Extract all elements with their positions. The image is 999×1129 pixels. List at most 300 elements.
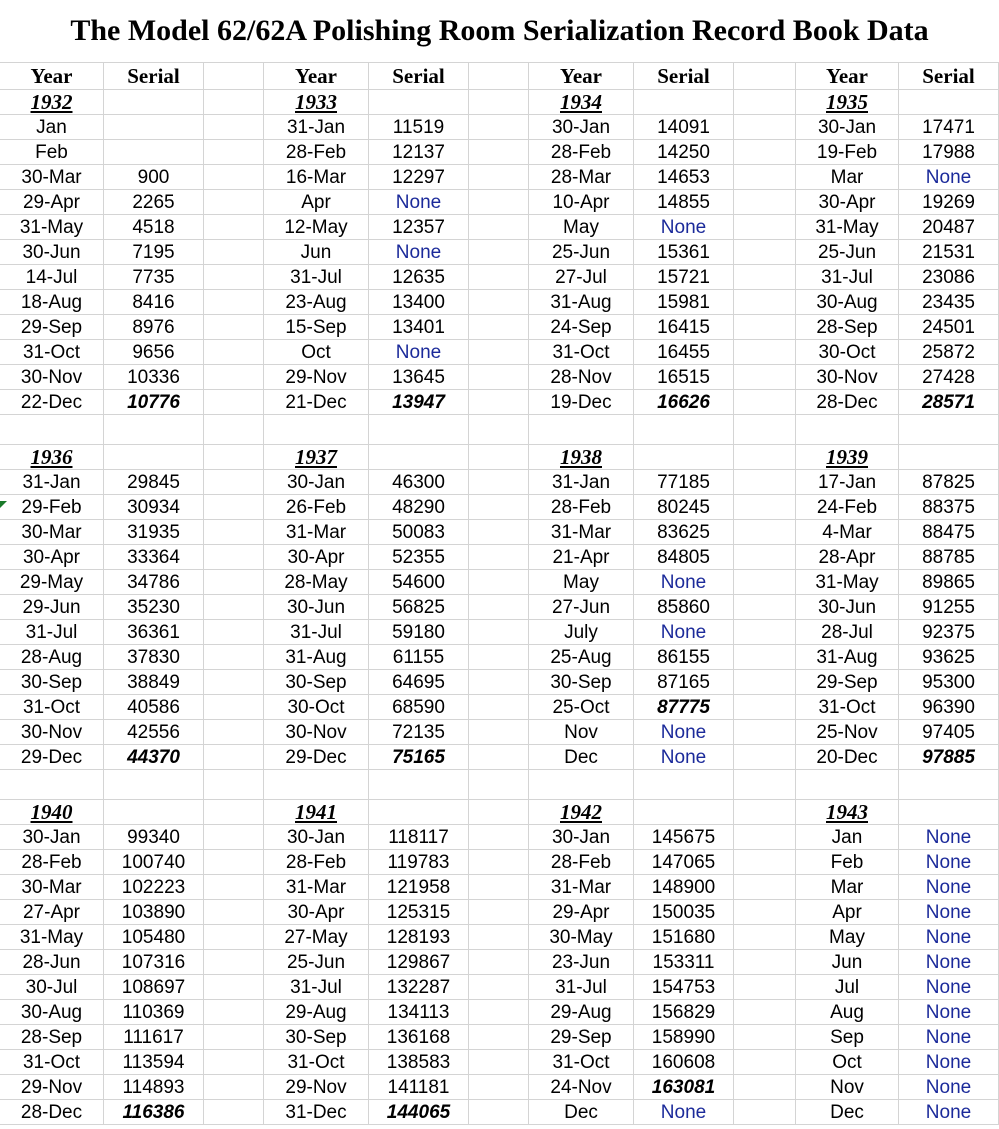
table-row-serial: None bbox=[634, 215, 734, 240]
empty-cell bbox=[204, 1025, 264, 1050]
table-row-serial: 105480 bbox=[104, 925, 204, 950]
table-row-date: Dec bbox=[529, 745, 634, 770]
empty-cell bbox=[204, 900, 264, 925]
empty-cell bbox=[734, 520, 796, 545]
table-row-serial: 128193 bbox=[369, 925, 469, 950]
empty-cell bbox=[469, 850, 529, 875]
table-row-date: 31-Jul bbox=[264, 975, 369, 1000]
table-row-date: 19-Feb bbox=[796, 140, 899, 165]
table-row-date: 28-Feb bbox=[529, 140, 634, 165]
empty-cell bbox=[264, 415, 369, 445]
empty-cell bbox=[529, 415, 634, 445]
table-row-serial: None bbox=[634, 720, 734, 745]
table-row-serial: 42556 bbox=[104, 720, 204, 745]
table-row-serial: 31935 bbox=[104, 520, 204, 545]
year-title-1935: 1935 bbox=[796, 90, 899, 115]
table-row-date: Mar bbox=[796, 875, 899, 900]
table-row-date: 27-Jun bbox=[529, 595, 634, 620]
table-row-date: 30-Jan bbox=[264, 825, 369, 850]
table-row-date: 29-Nov bbox=[264, 365, 369, 390]
table-row-serial: 87165 bbox=[634, 670, 734, 695]
table-row-date: 30-Apr bbox=[264, 545, 369, 570]
empty-cell bbox=[734, 1025, 796, 1050]
table-row-serial: 33364 bbox=[104, 545, 204, 570]
empty-cell bbox=[469, 720, 529, 745]
empty-cell bbox=[899, 800, 999, 825]
table-row-serial: 34786 bbox=[104, 570, 204, 595]
table-row-serial: 35230 bbox=[104, 595, 204, 620]
table-row-serial: 13401 bbox=[369, 315, 469, 340]
column-header-year: Year bbox=[264, 62, 369, 90]
table-row-date: 30-Nov bbox=[796, 365, 899, 390]
empty-cell bbox=[734, 900, 796, 925]
table-row-date: Jun bbox=[264, 240, 369, 265]
empty-cell bbox=[204, 165, 264, 190]
table-row-date: 30-Apr bbox=[0, 545, 104, 570]
empty-cell bbox=[104, 415, 204, 445]
table-row-serial: 83625 bbox=[634, 520, 734, 545]
empty-cell bbox=[204, 215, 264, 240]
table-row-serial: 61155 bbox=[369, 645, 469, 670]
table-row-serial: 37830 bbox=[104, 645, 204, 670]
table-row-serial: 100740 bbox=[104, 850, 204, 875]
empty-cell bbox=[734, 645, 796, 670]
table-row-serial: 24501 bbox=[899, 315, 999, 340]
table-row-serial: 103890 bbox=[104, 900, 204, 925]
table-row-date: 30-Apr bbox=[796, 190, 899, 215]
empty-cell bbox=[469, 290, 529, 315]
table-row-serial: 136168 bbox=[369, 1025, 469, 1050]
table-row-serial: 23435 bbox=[899, 290, 999, 315]
table-row-serial: None bbox=[369, 340, 469, 365]
year-title-1937: 1937 bbox=[264, 445, 369, 470]
empty-cell bbox=[796, 770, 899, 800]
table-row-date: 28-Apr bbox=[796, 545, 899, 570]
table-row-date: Feb bbox=[796, 850, 899, 875]
table-row-serial: 147065 bbox=[634, 850, 734, 875]
table-row-date: 23-Jun bbox=[529, 950, 634, 975]
empty-cell bbox=[469, 315, 529, 340]
table-row-date: 28-May bbox=[264, 570, 369, 595]
table-row-date: 31-Aug bbox=[264, 645, 369, 670]
empty-cell bbox=[734, 1100, 796, 1125]
table-row-date: 31-Jul bbox=[0, 620, 104, 645]
table-row-date: 30-Aug bbox=[796, 290, 899, 315]
table-row-serial: 125315 bbox=[369, 900, 469, 925]
empty-cell bbox=[204, 315, 264, 340]
empty-cell bbox=[529, 770, 634, 800]
empty-cell bbox=[734, 620, 796, 645]
table-row-serial: 97405 bbox=[899, 720, 999, 745]
table-row-date: 30-Jan bbox=[529, 825, 634, 850]
empty-cell bbox=[264, 770, 369, 800]
table-row-date: Nov bbox=[796, 1075, 899, 1100]
table-row-serial: 116386 bbox=[104, 1100, 204, 1125]
empty-cell bbox=[204, 570, 264, 595]
table-row-serial: 154753 bbox=[634, 975, 734, 1000]
empty-cell bbox=[369, 90, 469, 115]
table-row-serial: 88785 bbox=[899, 545, 999, 570]
table-row-serial: None bbox=[899, 1000, 999, 1025]
empty-cell bbox=[734, 240, 796, 265]
empty-cell bbox=[899, 770, 999, 800]
table-row-date: 31-May bbox=[796, 570, 899, 595]
table-row-serial: 56825 bbox=[369, 595, 469, 620]
column-header-serial: Serial bbox=[104, 62, 204, 90]
empty-cell bbox=[204, 645, 264, 670]
table-row-date: 30-Oct bbox=[796, 340, 899, 365]
empty-cell bbox=[204, 470, 264, 495]
table-row-serial: 27428 bbox=[899, 365, 999, 390]
table-row-date: Mar bbox=[796, 165, 899, 190]
table-row-serial: 8416 bbox=[104, 290, 204, 315]
table-row-date: 27-Apr bbox=[0, 900, 104, 925]
empty-cell bbox=[469, 340, 529, 365]
empty-cell bbox=[204, 390, 264, 415]
empty-cell bbox=[734, 670, 796, 695]
empty-cell bbox=[734, 90, 796, 115]
table-row-serial: 144065 bbox=[369, 1100, 469, 1125]
table-row-serial: 163081 bbox=[634, 1075, 734, 1100]
empty-cell bbox=[204, 595, 264, 620]
table-row-serial: 119783 bbox=[369, 850, 469, 875]
table-row-date: 29-Sep bbox=[529, 1025, 634, 1050]
empty-cell bbox=[469, 1025, 529, 1050]
column-header-year: Year bbox=[529, 62, 634, 90]
table-row-date: 31-May bbox=[0, 215, 104, 240]
table-row-serial: 138583 bbox=[369, 1050, 469, 1075]
table-row-date: 30-Nov bbox=[264, 720, 369, 745]
table-row-date: 25-Jun bbox=[796, 240, 899, 265]
table-row-date: 31-Dec bbox=[264, 1100, 369, 1125]
table-row-serial: 11519 bbox=[369, 115, 469, 140]
table-row-serial: None bbox=[634, 745, 734, 770]
empty-cell bbox=[204, 415, 264, 445]
table-row-serial: 91255 bbox=[899, 595, 999, 620]
table-row-serial: 99340 bbox=[104, 825, 204, 850]
table-row-serial: None bbox=[634, 1100, 734, 1125]
table-row-serial: 151680 bbox=[634, 925, 734, 950]
table-row-serial bbox=[104, 140, 204, 165]
table-row-serial: 17988 bbox=[899, 140, 999, 165]
table-row-serial: 36361 bbox=[104, 620, 204, 645]
table-row-serial: 14091 bbox=[634, 115, 734, 140]
empty-cell bbox=[796, 415, 899, 445]
table-row-date: Jun bbox=[796, 950, 899, 975]
table-row-serial: None bbox=[899, 900, 999, 925]
empty-cell bbox=[469, 445, 529, 470]
table-row-date: 20-Dec bbox=[796, 745, 899, 770]
table-row-serial: 89865 bbox=[899, 570, 999, 595]
empty-cell bbox=[104, 770, 204, 800]
table-row-date: 29-Jun bbox=[0, 595, 104, 620]
empty-cell bbox=[734, 1075, 796, 1100]
table-row-serial: 87825 bbox=[899, 470, 999, 495]
empty-cell bbox=[204, 520, 264, 545]
table-row-date: 28-Dec bbox=[0, 1100, 104, 1125]
table-row-serial: 10776 bbox=[104, 390, 204, 415]
table-row-serial: 132287 bbox=[369, 975, 469, 1000]
empty-cell bbox=[204, 115, 264, 140]
table-row-serial: 50083 bbox=[369, 520, 469, 545]
table-row-date: Oct bbox=[264, 340, 369, 365]
table-row-date: 31-Mar bbox=[529, 875, 634, 900]
table-row-serial: 12137 bbox=[369, 140, 469, 165]
table-row-serial: 114893 bbox=[104, 1075, 204, 1100]
empty-cell bbox=[634, 445, 734, 470]
table-row-date: 31-Oct bbox=[264, 1050, 369, 1075]
table-row-serial: 29845 bbox=[104, 470, 204, 495]
empty-cell bbox=[469, 670, 529, 695]
table-row-date: 31-Jul bbox=[264, 620, 369, 645]
table-row-date: 30-Sep bbox=[529, 670, 634, 695]
table-row-serial: 68590 bbox=[369, 695, 469, 720]
table-row-date: 29-Sep bbox=[796, 670, 899, 695]
table-row-serial: None bbox=[899, 1050, 999, 1075]
empty-cell bbox=[204, 975, 264, 1000]
column-header-year: Year bbox=[0, 62, 104, 90]
table-row-serial: None bbox=[899, 1100, 999, 1125]
table-row-date: 26-Feb bbox=[264, 495, 369, 520]
table-row-date: 29-Dec bbox=[264, 745, 369, 770]
table-row-date: 30-Jan bbox=[796, 115, 899, 140]
empty-cell bbox=[204, 495, 264, 520]
empty-cell bbox=[734, 545, 796, 570]
empty-cell bbox=[204, 290, 264, 315]
table-row-serial: 900 bbox=[104, 165, 204, 190]
empty-cell bbox=[204, 365, 264, 390]
table-row-serial: 150035 bbox=[634, 900, 734, 925]
table-row-serial: None bbox=[899, 825, 999, 850]
table-row-date: Sep bbox=[796, 1025, 899, 1050]
empty-cell bbox=[204, 445, 264, 470]
table-row-date: 30-Apr bbox=[264, 900, 369, 925]
empty-cell bbox=[204, 1075, 264, 1100]
table-row-serial: 156829 bbox=[634, 1000, 734, 1025]
table-row-date: 31-May bbox=[796, 215, 899, 240]
empty-cell bbox=[634, 800, 734, 825]
table-row-date: 30-Sep bbox=[0, 670, 104, 695]
table-row-date: 29-Nov bbox=[264, 1075, 369, 1100]
empty-cell bbox=[634, 415, 734, 445]
table-row-date: 27-Jul bbox=[529, 265, 634, 290]
empty-cell bbox=[734, 570, 796, 595]
empty-cell bbox=[734, 975, 796, 1000]
empty-cell bbox=[204, 770, 264, 800]
table-row-date: 31-Jul bbox=[796, 265, 899, 290]
table-row-date: 28-Aug bbox=[0, 645, 104, 670]
table-row-serial: 30934 bbox=[104, 495, 204, 520]
table-row-serial: 160608 bbox=[634, 1050, 734, 1075]
empty-cell bbox=[469, 825, 529, 850]
empty-cell bbox=[734, 165, 796, 190]
table-row-serial: 87775 bbox=[634, 695, 734, 720]
empty-cell bbox=[734, 140, 796, 165]
table-row-serial: 88475 bbox=[899, 520, 999, 545]
table-row-date: 31-Mar bbox=[529, 520, 634, 545]
table-row-serial: 88375 bbox=[899, 495, 999, 520]
empty-cell bbox=[734, 925, 796, 950]
empty-cell bbox=[734, 875, 796, 900]
table-row-serial: 12357 bbox=[369, 215, 469, 240]
table-row-date: 30-Jun bbox=[0, 240, 104, 265]
year-title-1936: 1936 bbox=[0, 445, 104, 470]
empty-cell bbox=[204, 62, 264, 90]
empty-cell bbox=[469, 925, 529, 950]
empty-cell bbox=[469, 620, 529, 645]
table-row-date: 30-Jul bbox=[0, 975, 104, 1000]
empty-cell bbox=[204, 925, 264, 950]
table-row-date: 27-May bbox=[264, 925, 369, 950]
column-header-serial: Serial bbox=[899, 62, 999, 90]
table-row-date: 31-Jan bbox=[264, 115, 369, 140]
table-row-date: 31-Oct bbox=[529, 1050, 634, 1075]
table-row-serial: 16415 bbox=[634, 315, 734, 340]
empty-cell bbox=[734, 595, 796, 620]
empty-cell bbox=[469, 1050, 529, 1075]
table-row-serial: 15981 bbox=[634, 290, 734, 315]
table-row-date: 28-Sep bbox=[0, 1025, 104, 1050]
table-row-serial: 92375 bbox=[899, 620, 999, 645]
empty-cell bbox=[204, 875, 264, 900]
table-row-date: 31-Jul bbox=[529, 975, 634, 1000]
empty-cell bbox=[204, 1000, 264, 1025]
table-row-date: Dec bbox=[529, 1100, 634, 1125]
empty-cell bbox=[469, 800, 529, 825]
table-row-serial: 111617 bbox=[104, 1025, 204, 1050]
table-row-serial: 9656 bbox=[104, 340, 204, 365]
table-row-date: 31-Aug bbox=[529, 290, 634, 315]
table-row-date: Oct bbox=[796, 1050, 899, 1075]
table-row-serial: 13645 bbox=[369, 365, 469, 390]
table-row-date: 19-Dec bbox=[529, 390, 634, 415]
table-row-serial: 44370 bbox=[104, 745, 204, 770]
table-row-date: 21-Apr bbox=[529, 545, 634, 570]
empty-cell bbox=[734, 340, 796, 365]
empty-cell bbox=[469, 62, 529, 90]
empty-cell bbox=[204, 620, 264, 645]
table-row-serial: 134113 bbox=[369, 1000, 469, 1025]
empty-cell bbox=[469, 1075, 529, 1100]
empty-cell bbox=[734, 720, 796, 745]
table-row-date: 30-Sep bbox=[264, 670, 369, 695]
table-row-serial: 16515 bbox=[634, 365, 734, 390]
empty-cell bbox=[369, 800, 469, 825]
table-row-date: Nov bbox=[529, 720, 634, 745]
table-row-serial: 108697 bbox=[104, 975, 204, 1000]
table-row-serial: 4518 bbox=[104, 215, 204, 240]
year-title-1932: 1932 bbox=[0, 90, 104, 115]
table-row-date: 30-Jun bbox=[264, 595, 369, 620]
table-row-date: Apr bbox=[796, 900, 899, 925]
table-row-serial: 118117 bbox=[369, 825, 469, 850]
table-row-serial: 7735 bbox=[104, 265, 204, 290]
table-row-serial: 10336 bbox=[104, 365, 204, 390]
table-row-date: 31-Oct bbox=[796, 695, 899, 720]
table-row-serial: 121958 bbox=[369, 875, 469, 900]
table-row-serial: 96390 bbox=[899, 695, 999, 720]
empty-cell bbox=[734, 495, 796, 520]
empty-cell bbox=[469, 415, 529, 445]
year-title-1938: 1938 bbox=[529, 445, 634, 470]
table-row-serial: None bbox=[899, 950, 999, 975]
empty-cell bbox=[469, 470, 529, 495]
empty-cell bbox=[634, 90, 734, 115]
table-row-date: 28-Jul bbox=[796, 620, 899, 645]
table-row-serial: 46300 bbox=[369, 470, 469, 495]
table-row-serial: 15361 bbox=[634, 240, 734, 265]
table-row-serial: 148900 bbox=[634, 875, 734, 900]
empty-cell bbox=[734, 1050, 796, 1075]
empty-cell bbox=[734, 415, 796, 445]
table-row-serial: 102223 bbox=[104, 875, 204, 900]
table-row-date: 30-Oct bbox=[264, 695, 369, 720]
empty-cell bbox=[469, 645, 529, 670]
table-row-serial: 110369 bbox=[104, 1000, 204, 1025]
table-row-date: Jan bbox=[0, 115, 104, 140]
empty-cell bbox=[734, 445, 796, 470]
empty-cell bbox=[469, 115, 529, 140]
table-row-serial: 64695 bbox=[369, 670, 469, 695]
table-row-date: 31-May bbox=[0, 925, 104, 950]
empty-cell bbox=[204, 140, 264, 165]
table-row-date: 28-Sep bbox=[796, 315, 899, 340]
table-row-date: 29-Apr bbox=[0, 190, 104, 215]
table-row-date: 31-Aug bbox=[796, 645, 899, 670]
table-row-serial: 40586 bbox=[104, 695, 204, 720]
table-row-date: 24-Feb bbox=[796, 495, 899, 520]
empty-cell bbox=[469, 770, 529, 800]
empty-cell bbox=[734, 390, 796, 415]
table-row-date: 15-Sep bbox=[264, 315, 369, 340]
year-title-1941: 1941 bbox=[264, 800, 369, 825]
table-row-serial: 59180 bbox=[369, 620, 469, 645]
table-row-serial: 54600 bbox=[369, 570, 469, 595]
table-row-serial: 52355 bbox=[369, 545, 469, 570]
table-row-serial: 75165 bbox=[369, 745, 469, 770]
table-row-serial: 153311 bbox=[634, 950, 734, 975]
empty-cell bbox=[104, 445, 204, 470]
empty-cell bbox=[469, 140, 529, 165]
table-row-date: 12-May bbox=[264, 215, 369, 240]
empty-cell bbox=[469, 365, 529, 390]
table-row-date: 25-Oct bbox=[529, 695, 634, 720]
empty-cell bbox=[469, 595, 529, 620]
empty-cell bbox=[369, 770, 469, 800]
table-row-date: 30-May bbox=[529, 925, 634, 950]
empty-cell bbox=[734, 470, 796, 495]
table-row-date: 30-Aug bbox=[0, 1000, 104, 1025]
table-row-serial: 13947 bbox=[369, 390, 469, 415]
table-row-serial: None bbox=[899, 975, 999, 1000]
table-row-date: 25-Nov bbox=[796, 720, 899, 745]
empty-cell bbox=[469, 975, 529, 1000]
empty-cell bbox=[634, 770, 734, 800]
table-row-serial: 2265 bbox=[104, 190, 204, 215]
empty-cell bbox=[104, 90, 204, 115]
empty-cell bbox=[204, 850, 264, 875]
table-row-date: 31-Oct bbox=[0, 695, 104, 720]
table-row-serial: None bbox=[899, 850, 999, 875]
table-row-date: May bbox=[796, 925, 899, 950]
table-row-serial: 129867 bbox=[369, 950, 469, 975]
table-row-serial: 72135 bbox=[369, 720, 469, 745]
table-row-date: 29-Aug bbox=[264, 1000, 369, 1025]
table-row-serial: 17471 bbox=[899, 115, 999, 140]
table-row-serial: None bbox=[634, 620, 734, 645]
table-row-date: 31-Jan bbox=[0, 470, 104, 495]
table-row-date: 29-Aug bbox=[529, 1000, 634, 1025]
